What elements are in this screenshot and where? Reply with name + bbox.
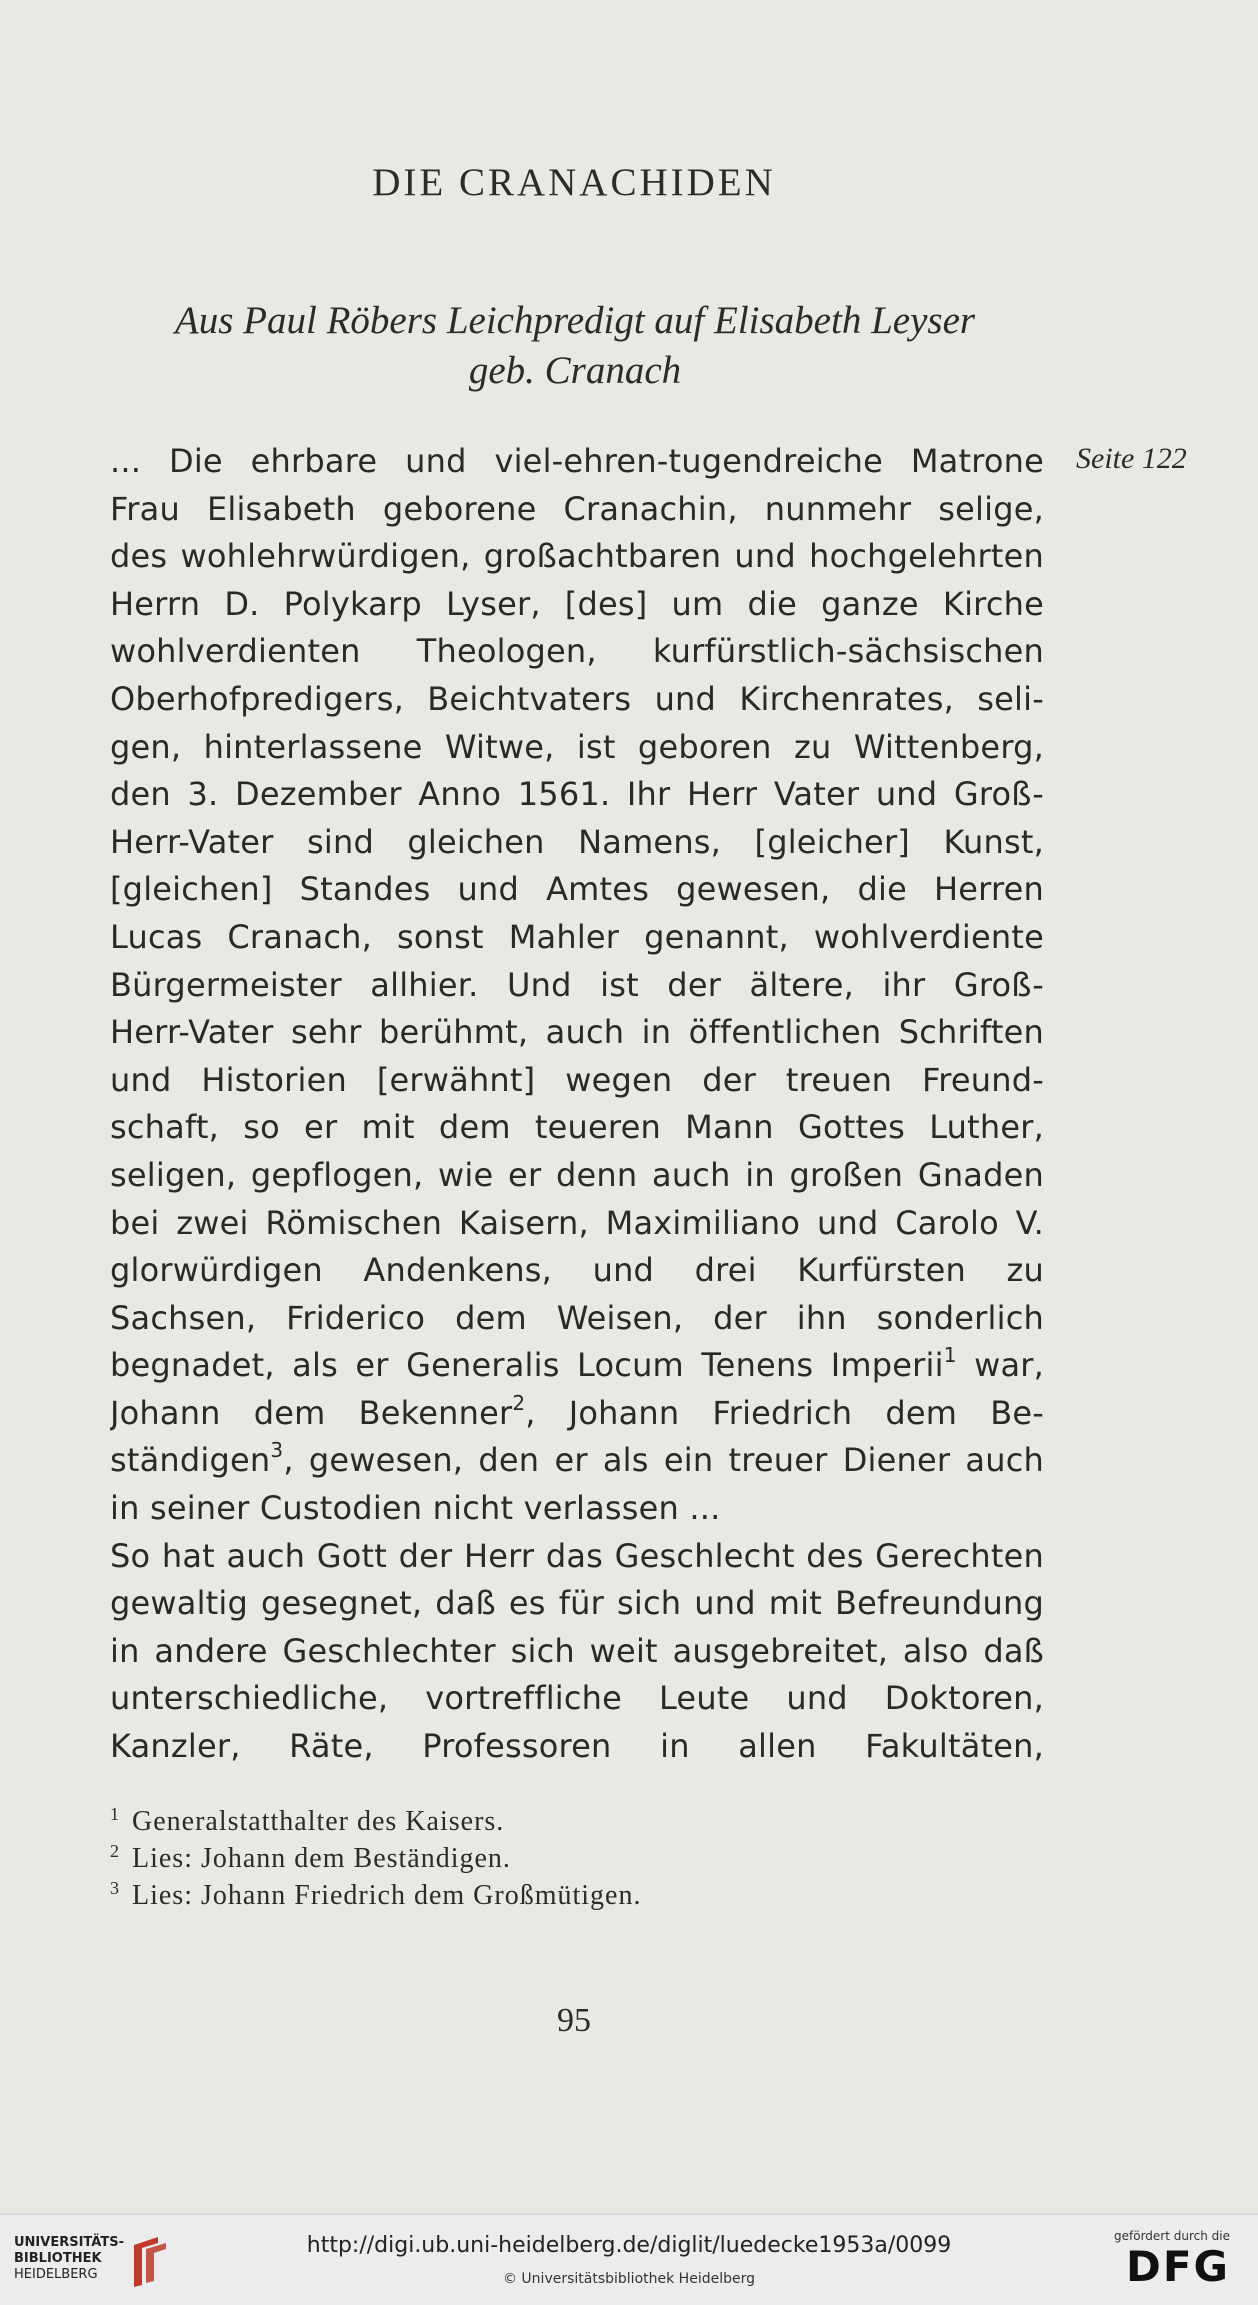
body-line: Kanzler, Räte, Professoren in allen Fakultäten, xyxy=(110,1727,1044,1766)
body-line: den 3. Dezember Anno 1561. Ihr Herr Vater und Groß- xyxy=(110,775,1044,814)
body-line: glorwürdigen Andenkens, und drei Kurfürsten zu xyxy=(110,1251,1044,1290)
body-line: in andere Geschlechter sich weit ausgebreitet, also daß xyxy=(110,1631,1044,1670)
footnote-1 xyxy=(110,1803,1040,1840)
body-line: Frau Elisabeth geborene Cranachin, nunmehr selige, xyxy=(110,489,1044,528)
source-url-link[interactable]: http://digi.ub.uni-heidelberg.de/diglit/luedecke1953a/0099 xyxy=(306,2233,952,2258)
footnote-mark: 1 xyxy=(110,1804,120,1824)
body-line: unterschiedliche, vortreffliche Leute und Doktoren, xyxy=(110,1679,1044,1718)
funder-block xyxy=(1110,2229,1230,2291)
footnote-mark: 3 xyxy=(110,1878,120,1898)
body-line: Herrn D. Polykarp Lyser, [des] um die ganze Kirche xyxy=(110,584,1044,623)
body-line: So hat auch Gott der Herr das Geschlecht des Gerechten xyxy=(110,1536,1044,1575)
body-line: seligen, gepflogen, wie er denn auch in großen Gnaden xyxy=(110,1155,1044,1194)
body-line: Bürgermeister allhier. Und ist der ältere, ihr Groß- xyxy=(110,965,1044,1004)
text-run: , Johann Friedrich dem Be- xyxy=(525,1393,1044,1432)
body-line-with-footnote xyxy=(110,1390,1044,1438)
footnote-mark: 2 xyxy=(110,1841,120,1861)
body-line: Herr-Vater sind gleichen Namens, [gleicher] Kunst, xyxy=(110,822,1044,861)
text-run: , gewesen, den er als ein treuer Diener auch xyxy=(283,1441,1044,1480)
text-run: Johann dem Bekenner xyxy=(110,1393,513,1432)
library-name-line-2: BIBLIOTHEK xyxy=(14,2251,102,2266)
funder-caption: gefördert durch die xyxy=(1114,2229,1230,2243)
digitization-footer xyxy=(0,2213,1258,2305)
copyright-notice: © Universitätsbibliothek Heidelberg xyxy=(502,2271,755,2287)
library-name-line-3: HEIDELBERG xyxy=(14,2267,98,2282)
subtitle-line-2: geb. Cranach xyxy=(468,349,682,392)
footnotes xyxy=(110,1803,1040,1914)
footnote-ref-3: 3 xyxy=(270,1438,284,1463)
footnote-3 xyxy=(110,1877,1040,1914)
footnote-text: Lies: Johann Friedrich dem Großmütigen. xyxy=(132,1880,642,1911)
body-line: [gleichen] Standes und Amtes gewesen, die Herren xyxy=(110,870,1044,909)
body-line: in seiner Custodien nicht verlassen ... xyxy=(110,1489,721,1528)
footnote-text: Lies: Johann dem Beständigen. xyxy=(132,1843,511,1874)
body-line: bei zwei Römischen Kaisern, Maximiliano und Carolo V. xyxy=(110,1203,1044,1242)
body-line-with-footnote xyxy=(110,1342,1044,1390)
body-line: gen, hinterlassene Witwe, ist geboren zu Wittenberg, xyxy=(110,727,1044,766)
body-line: des wohlehrwürdigen, großachtbaren und hochgelehrten xyxy=(110,537,1044,576)
body-line: ... Die ehrbare und viel-ehren-tugendreiche Matrone xyxy=(110,442,1044,480)
footnote-text: Generalstatthalter des Kaisers. xyxy=(132,1806,505,1837)
body-line: Oberhofpredigers, Beichtvaters und Kirchenrates, seli- xyxy=(110,679,1044,718)
text-run: begnadet, als er Generalis Locum Tenens Imperii xyxy=(110,1346,944,1385)
footnote-2 xyxy=(110,1840,1040,1877)
library-name-line-1: UNIVERSITÄTS- xyxy=(14,2235,124,2250)
page-number: 95 xyxy=(557,2002,591,2039)
section-subtitle xyxy=(110,296,1040,396)
footnote-ref-1: 1 xyxy=(943,1343,957,1368)
body-line: gewaltig gesegnet, daß es für sich und mit Befreundung xyxy=(110,1584,1044,1623)
body-line: wohlverdienten Theologen, kurfürstlich-sächsischen xyxy=(110,632,1044,671)
subtitle-line-1: Aus Paul Röbers Leichpredigt auf Elisabeth Leyser xyxy=(174,299,976,342)
body-line: schaft, so er mit dem teueren Mann Gottes Luther, xyxy=(110,1108,1044,1147)
body-line: Lucas Cranach, sonst Mahler genannt, wohlverdiente xyxy=(110,917,1044,956)
body-line-with-footnote xyxy=(110,1437,1044,1485)
body-line: Sachsen, Friderico dem Weisen, der ihn sonderlich xyxy=(110,1298,1044,1337)
body-line: und Historien [erwähnt] wegen der treuen Freund- xyxy=(110,1060,1044,1099)
dfg-logo: DFG xyxy=(1125,2242,1230,2291)
body-line: Herr-Vater sehr berühmt, auch in öffentlichen Schriften xyxy=(110,1013,1044,1052)
text-run: war, xyxy=(956,1346,1044,1385)
margin-page-reference: Seite 122 xyxy=(1076,442,1187,475)
footnote-ref-2: 2 xyxy=(512,1390,526,1415)
text-run: ständigen xyxy=(110,1441,271,1480)
running-head: DIE CRANACHIDEN xyxy=(372,161,776,204)
body-text xyxy=(110,438,1044,1771)
